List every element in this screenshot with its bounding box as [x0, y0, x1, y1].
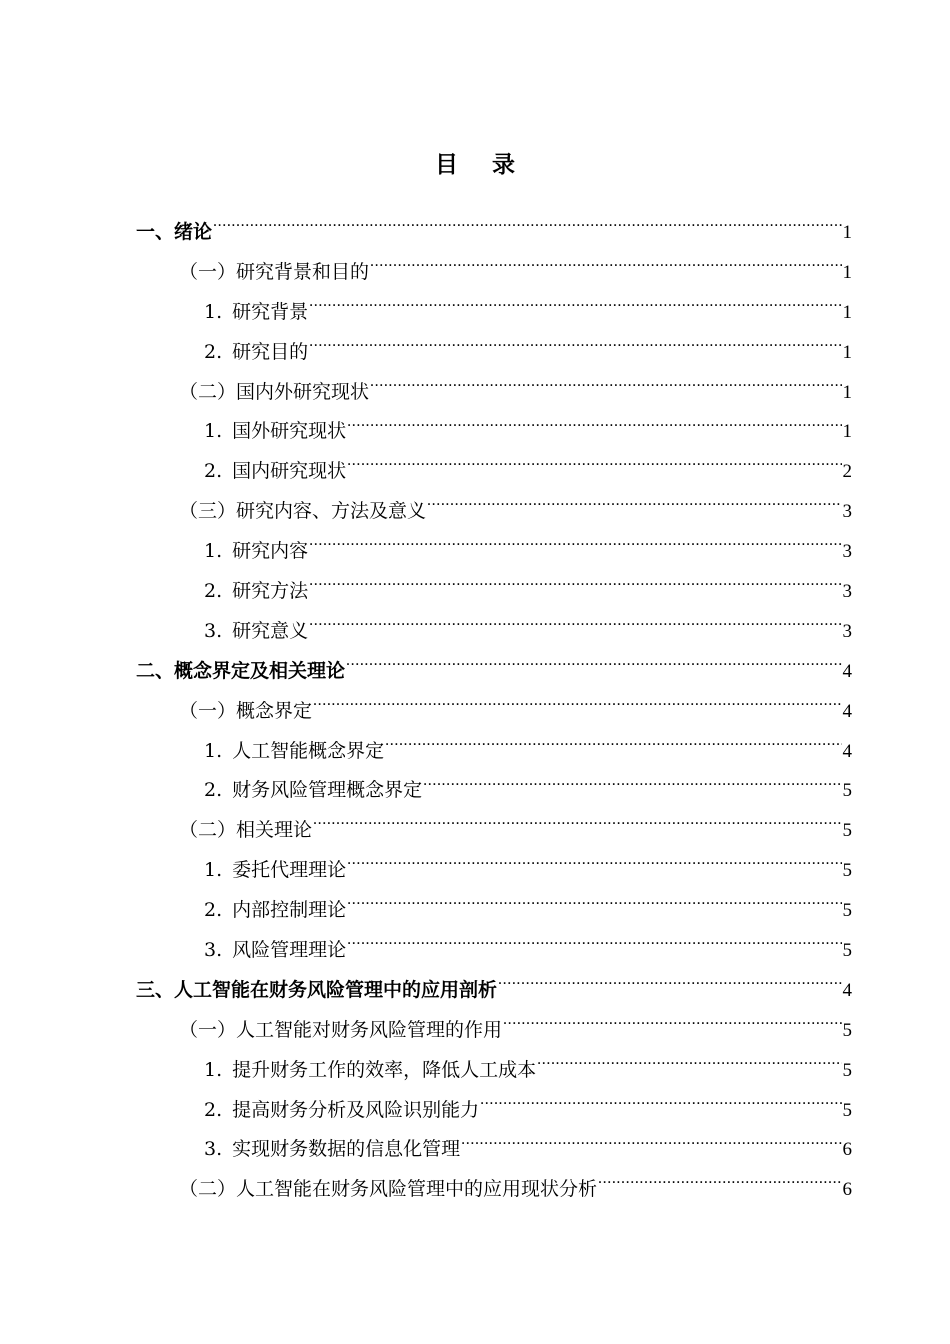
toc-title [0, 146, 950, 179]
toc-entry-page-number: 1 [842, 301, 852, 323]
toc-entry-page-number: 1 [842, 261, 852, 283]
toc-entry[interactable] [136, 612, 852, 652]
toc-entry-page-number: 4 [842, 660, 852, 682]
toc-entry-number: 2. [204, 899, 223, 922]
dot-leader [346, 657, 841, 677]
toc-entry-text: 国外研究现状 [232, 420, 347, 443]
toc-entry[interactable] [136, 891, 852, 931]
dot-leader [313, 697, 841, 717]
dot-leader [423, 776, 841, 796]
toc-entry-number: 2. [204, 1098, 223, 1121]
toc-entry-text: 提升财务工作的效率，降低人工成本 [232, 1058, 537, 1081]
toc-entry-page-number: 5 [842, 1059, 852, 1081]
toc-entry-text: 人工智能概念界定 [232, 739, 385, 762]
dot-leader [309, 338, 841, 358]
toc-entry[interactable] [136, 1091, 852, 1131]
toc-entry[interactable] [136, 1170, 852, 1210]
toc-entry-page-number: 4 [842, 700, 852, 722]
toc-entry-page-number: 3 [842, 541, 852, 563]
dot-leader [309, 617, 841, 637]
toc-entry-text: （一）人工智能对财务风险管理的作用 [179, 1018, 503, 1041]
toc-entry-number: 3. [204, 1138, 223, 1161]
toc-entry-page-number: 1 [842, 222, 852, 243]
toc-entry[interactable] [136, 811, 852, 851]
dot-leader [213, 218, 841, 238]
dot-leader [461, 1135, 841, 1155]
toc-entry[interactable] [136, 931, 852, 971]
toc-entry[interactable] [136, 692, 852, 732]
toc-entry-page-number: 6 [842, 1139, 852, 1161]
toc-entry-text: 研究方法 [232, 580, 309, 603]
toc-entry[interactable] [136, 572, 852, 612]
table-of-contents [136, 213, 852, 1210]
toc-entry-number: 3. [204, 939, 223, 962]
toc-entry-text: （三）研究内容、方法及意义 [179, 500, 427, 523]
toc-entry-text: 内部控制理论 [232, 899, 347, 922]
toc-entry-page-number: 1 [842, 381, 852, 403]
toc-entry-page-number: 5 [842, 860, 852, 882]
toc-entry-page-number: 5 [842, 900, 852, 922]
toc-entry-page-number: 1 [842, 341, 852, 363]
dot-leader [598, 1175, 841, 1195]
dot-leader [537, 1056, 841, 1076]
dot-leader [309, 577, 841, 597]
toc-entry-page-number: 4 [842, 740, 852, 762]
toc-entry[interactable] [136, 373, 852, 413]
toc-entry-page-number: 6 [842, 1179, 852, 1201]
toc-entry-page-number: 5 [842, 940, 852, 962]
toc-entry[interactable] [136, 452, 852, 492]
toc-entry-page-number: 5 [842, 780, 852, 802]
toc-entry-text: 实现财务数据的信息化管理 [232, 1138, 461, 1161]
toc-entry-text: 研究内容 [232, 540, 309, 563]
toc-entry-page-number: 3 [842, 620, 852, 642]
dot-leader [347, 936, 841, 956]
toc-entry-number: 1. [204, 300, 223, 323]
toc-entry-text: 研究意义 [232, 619, 309, 642]
dot-leader [309, 298, 841, 318]
toc-entry-text: 提高财务分析及风险识别能力 [232, 1098, 480, 1121]
toc-entry-text: 研究目的 [232, 340, 309, 363]
toc-entry-text: 国内研究现状 [232, 460, 347, 483]
toc-entry-text: 一、绪论 [136, 221, 213, 243]
toc-entry[interactable] [136, 771, 852, 811]
toc-entry-number: 2. [204, 340, 223, 363]
toc-entry[interactable] [136, 333, 852, 373]
dot-leader [370, 378, 841, 398]
toc-entry-text: （二）人工智能在财务风险管理中的应用现状分析 [179, 1178, 598, 1201]
toc-entry[interactable] [136, 293, 852, 333]
toc-entry[interactable] [136, 532, 852, 572]
dot-leader [370, 258, 841, 278]
dot-leader [347, 856, 841, 876]
toc-entry-text: （二）国内外研究现状 [179, 380, 370, 403]
toc-entry[interactable] [136, 851, 852, 891]
toc-entry-number: 1. [204, 739, 223, 762]
toc-entry-number: 2. [204, 779, 223, 802]
toc-entry-page-number: 5 [842, 1099, 852, 1121]
dot-leader [309, 537, 841, 557]
dot-leader [347, 457, 841, 477]
toc-entry-text: 研究背景 [232, 300, 309, 323]
toc-entry-page-number: 5 [842, 820, 852, 842]
toc-entry[interactable] [136, 253, 852, 293]
toc-entry-page-number: 2 [842, 461, 852, 483]
toc-entry-text: 风险管理理论 [232, 939, 347, 962]
toc-entry-page-number: 3 [842, 581, 852, 603]
toc-entry[interactable] [136, 732, 852, 772]
dot-leader [347, 896, 841, 916]
toc-entry-text: 财务风险管理概念界定 [232, 779, 423, 802]
dot-leader [347, 417, 841, 437]
toc-entry[interactable] [136, 213, 852, 253]
toc-entry-number: 2. [204, 580, 223, 603]
toc-entry-number: 1. [204, 420, 223, 443]
toc-entry-page-number: 3 [842, 501, 852, 523]
toc-entry-page-number: 4 [842, 979, 852, 1001]
toc-entry-number: 1. [204, 859, 223, 882]
toc-entry-text: 委托代理理论 [232, 859, 347, 882]
dot-leader [498, 976, 841, 996]
toc-entry[interactable] [136, 652, 852, 692]
toc-entry[interactable] [136, 1011, 852, 1051]
toc-entry[interactable] [136, 1051, 852, 1091]
dot-leader [480, 1096, 841, 1116]
title-char-2: 录 [492, 151, 515, 178]
dot-leader [385, 737, 841, 757]
dot-leader [503, 1016, 841, 1036]
title-char-1: 目 [435, 151, 458, 178]
toc-entry-text: （一）概念界定 [179, 699, 313, 722]
toc-entry-text: 三、人工智能在财务风险管理中的应用剖析 [136, 978, 498, 1001]
toc-entry-text: 二、概念界定及相关理论 [136, 659, 346, 682]
toc-entry-page-number: 1 [842, 421, 852, 443]
toc-entry-number: 2. [204, 460, 223, 483]
toc-entry[interactable] [136, 412, 852, 452]
dot-leader [427, 497, 841, 517]
toc-entry[interactable] [136, 492, 852, 532]
toc-entry-number: 3. [204, 619, 223, 642]
dot-leader [313, 816, 841, 836]
toc-entry[interactable] [136, 971, 852, 1011]
toc-entry-text: （二）相关理论 [179, 819, 313, 842]
toc-entry-number: 1. [204, 1058, 223, 1081]
toc-entry-text: （一）研究背景和目的 [179, 260, 370, 283]
toc-entry-page-number: 5 [842, 1019, 852, 1041]
toc-entry-number: 1. [204, 540, 223, 563]
toc-entry[interactable] [136, 1130, 852, 1170]
